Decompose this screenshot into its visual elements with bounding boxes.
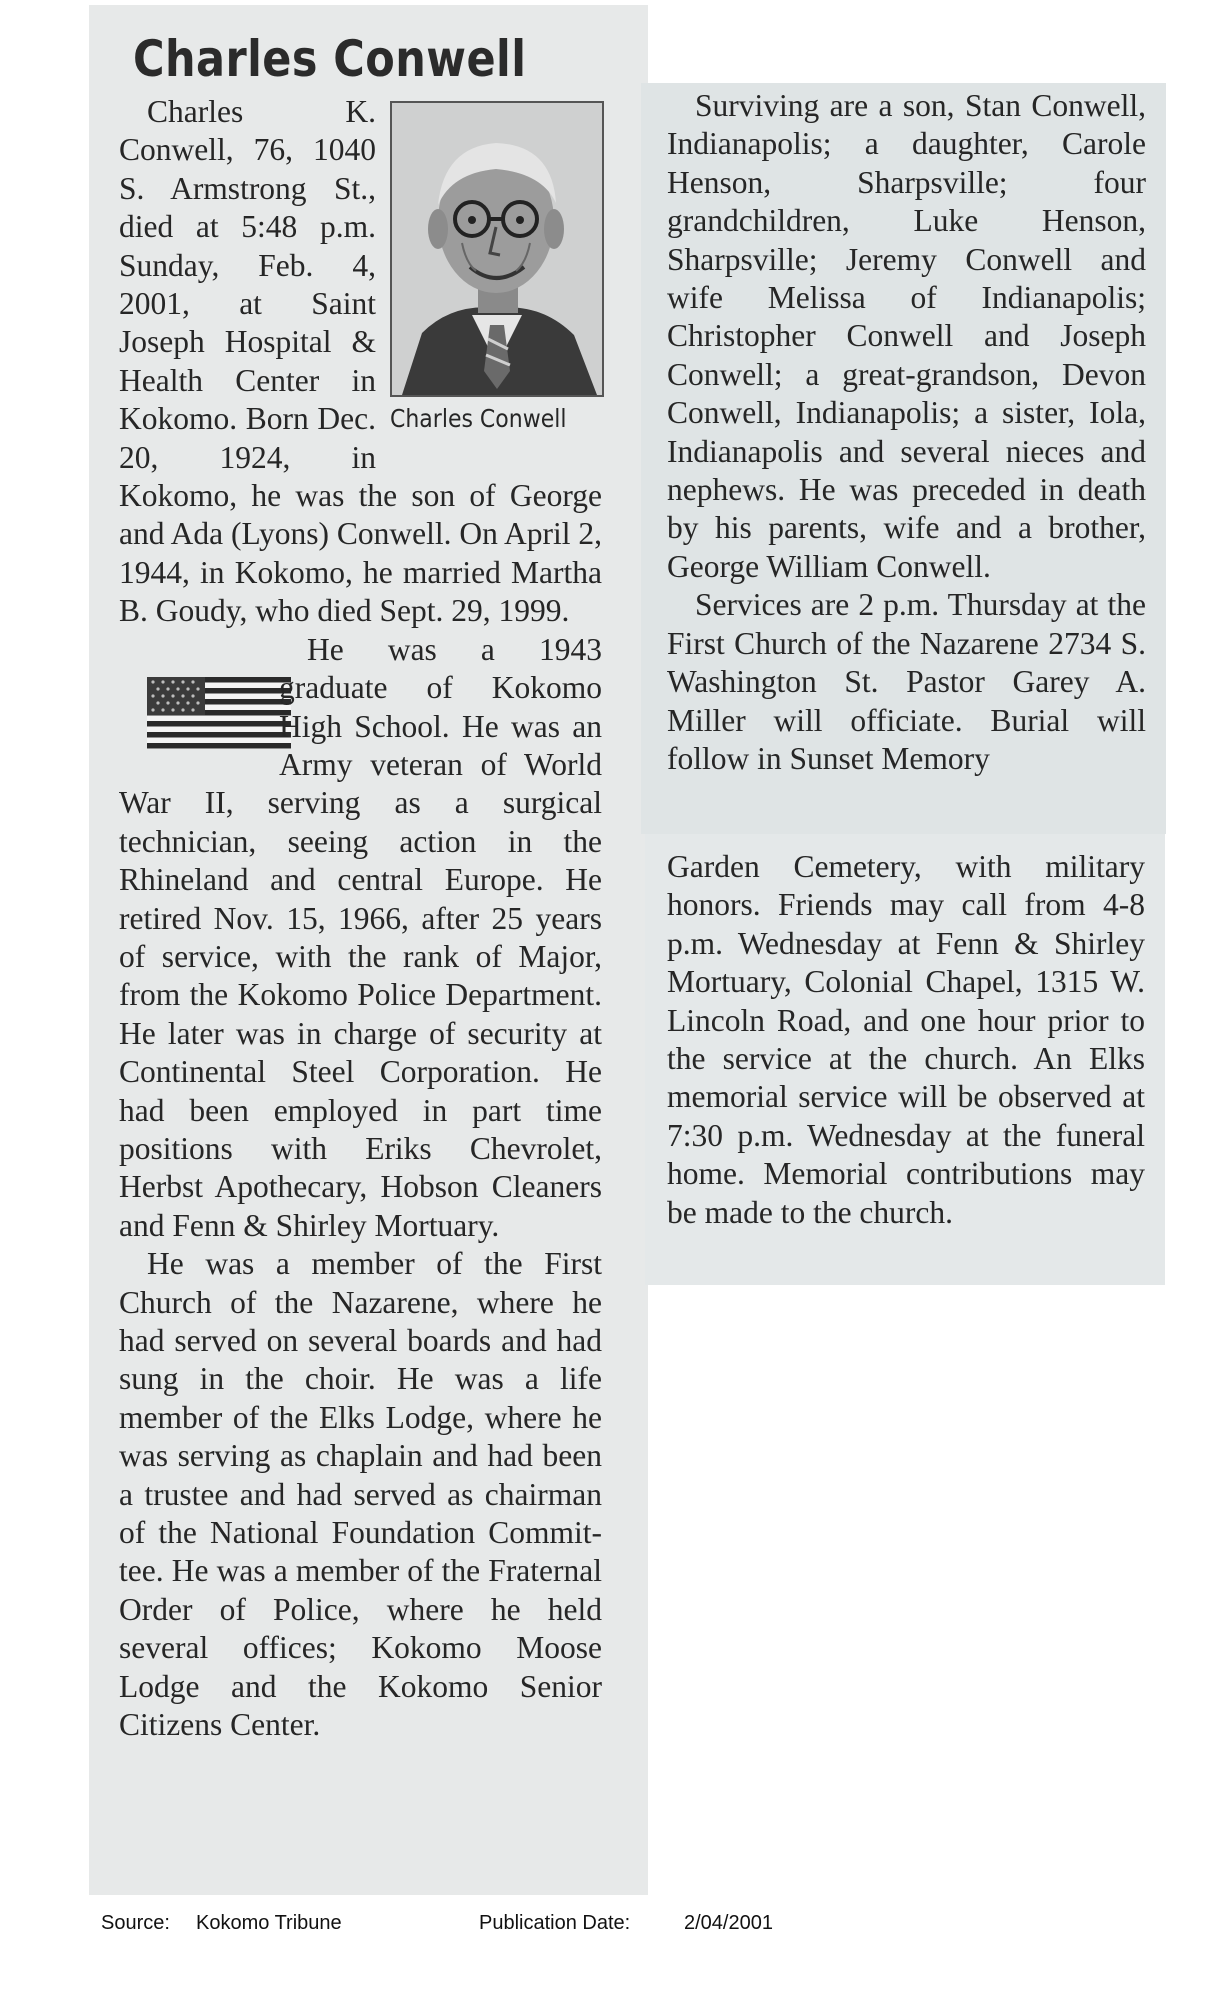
source-label: Source: xyxy=(101,1912,170,1934)
obituary-intro-paragraph: Charles K. Conwell, 76, 1040 S. Armstrong St., died at 5:48 p.m. Sunday, Feb. 4, 2001, at Saint Joseph Hospital & Health Center in Kokomo. Born Dec. 20, 1924, in Kokomo, he was the son of George and Ada (Lyons) Conwell. On April 2, 1944, in Kokomo, he married Martha B. Goudy, who died Sept. 29, 1999. xyxy=(119,94,602,629)
obituary-memberships-paragraph: He was a member of the First Church of the Nazarene, where he had served on several boards and had sung in the choir. He was a life member of the Elks Lodge, where he was serving as chaplain and had been a trustee and had served as chairman of the National Foundation Committee. He was a member of the Fraternal Order of Police, where he held several offices; Kokomo Moose Lodge and the Kokomo Senior Citizens Center. xyxy=(119,1246,602,1743)
obituary-right-column-bottom xyxy=(645,834,1165,1285)
obituary-services-continued: Garden Cemetery, with military honors. Friends may call from 4-8 p.m. Wednesday at Fenn & Shirley Mortuary, Colonial Chapel, 1315 W. Lincoln Road, and one hour prior to the service at the church. An Elks memorial service will be observed at 7:30 p.m. Wednesday at the funeral home. Memorial contributions may be made to the church. xyxy=(667,849,1145,1230)
publication-date-label: Publication Date: xyxy=(479,1912,631,1934)
source-value: Kokomo Tribune xyxy=(196,1912,342,1934)
obituary-right-column-top xyxy=(641,83,1166,834)
obituary-headline: Charles Conwell xyxy=(133,30,527,88)
portrait-block xyxy=(390,101,608,435)
portrait-photo xyxy=(390,101,604,397)
portrait-illustration xyxy=(392,103,602,395)
obituary-survivors-paragraph: Surviving are a son, Stan Conwell, Indianapolis; a daughter, Carole Henson, Sharpsville; four grandchildren, Luke Henson, Sharpsville; Jeremy Conwell and wife Melissa of Indianapolis; Christopher Conwell and Joseph Conwell; a great-grandson, Devon Conwell, Indianapolis; a sister, Iola, Indianapolis and several nieces and nephews. He was preceded in death by his parents, wife and a brother, George William Conwell. xyxy=(667,88,1146,584)
publication-date-value: 2/04/2001 xyxy=(684,1912,773,1934)
obituary-career-paragraph xyxy=(119,631,602,1246)
obituary-left-column xyxy=(89,5,648,1895)
portrait-caption: Charles Conwell xyxy=(390,404,567,433)
obituary-career-text: He was a 1943 graduate of Kokomo High School. He was an Army veteran of World War II, serving as a surgical technician, seeing action in the Rhineland and central Europe. He retired Nov. 15, 1966, after 25 years of service, with the rank of Major, from the Kokomo Police Department. He later was in charge of security at Continental Steel Corporation. He had been employed in part time positions with Eriks Chevrolet, Herbst Apothecary, Hobson Cleaners and Fenn & Shirley Mortuary. xyxy=(119,631,602,1243)
american-flag-icon xyxy=(119,677,263,758)
obituary-services-paragraph: Services are 2 p.m. Thursday at the First Church of the Nazarene 2734 S. Washington St. Pastor Garey A. Miller will officiate. Burial will follow in Sunset Memory xyxy=(667,587,1146,776)
